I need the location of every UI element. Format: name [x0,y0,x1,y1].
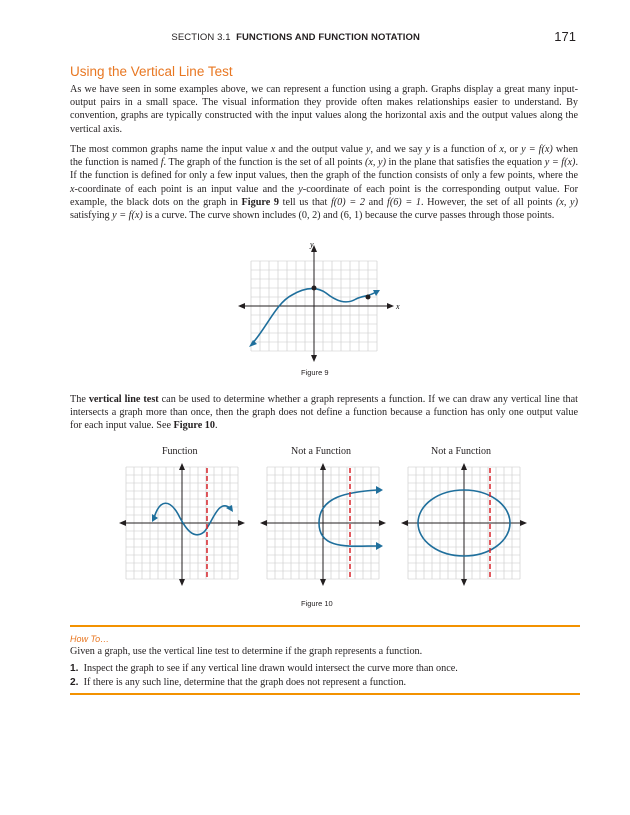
section-title: Using the Vertical Line Test [70,64,233,79]
graph-label-not-function-2: Not a Function [431,446,491,457]
y-axis-arrow-down [311,355,317,362]
howto-steps [70,662,580,689]
x-axis-arrow-right [238,520,245,526]
howto-intro: Given a graph, use the vertical line test to determine if the graph represents a function. [70,646,423,657]
curve-arrow-bottom [376,542,383,550]
figure10-graph-function [118,462,246,587]
point-0-2 [312,286,317,291]
howto-step: 2. If there is any such line, determine that the graph does not represent a function. [70,676,407,688]
point-6-1 [366,295,371,300]
howto-title: How To… [70,634,110,644]
term-vertical-line-test: vertical line test [88,394,159,405]
howto-step: 1. Inspect the graph to see if any vertical line drawn would intersect the curve more than once. [70,663,458,674]
y-axis-arrow-down [320,579,326,586]
howto-top-rule [70,625,580,627]
x-axis-arrow-right [520,520,527,526]
figure10-graph-not-function-circle [400,462,528,587]
y-axis-arrow-down [179,579,185,586]
figure9-caption: Figure 9 [301,368,329,377]
figure9-graph [236,240,400,366]
section-heading: SECTION 3.1 FUNCTIONS AND FUNCTION NOTATION [171,32,420,43]
paragraph-vertical-line-test: The vertical line test can be used to determine whether a graph represents a function. If we can draw any vertical line that intersects a graph more than once, then the graph does not define a function because a function has only one output value for each input value. See Figure 10. [70,394,578,432]
graph-label-not-function-1: Not a Function [291,446,351,457]
page-number: 171 [554,29,576,44]
paragraph-intro: As we have seen in some examples above, we can represent a function using a graph. Graphs display a great many input-output pairs in a small space. The visual information they provide often makes relationships easier to understand. By convention, graphs are typically constructed with the input values along the horizontal axis and the output values along the vertical axis. [70,84,578,135]
y-axis-arrow-up [179,463,185,470]
figure10-graph-not-function-parabola [259,462,387,587]
y-axis-arrow-down [461,579,467,586]
figure9-ref: Figure 9 [241,196,279,208]
howto-bottom-rule [70,693,580,695]
x-axis-arrow-right [379,520,386,526]
x-axis-arrow-left [119,520,126,526]
x-axis-arrow-left [401,520,408,526]
x-axis-arrow-left [260,520,267,526]
y-axis-label: y [310,240,314,249]
paragraph-graphs: The most common graphs name the input value x and the output value y, and we say y is a function of x, or y = f(x) when the function is named f. The graph of the function is the set of all points (x, y) in the plane that satisfies the equation y = f(x). If the function is defined for only a few input values, then the graph of the function consists of only a few points, where the x-coordinate of each point is an input value and the y-coordinate of each point is the corresponding output value. For example, the black dots on the graph in Figure 9 tell us that f(0) = 2 and f(6) = 1. However, the set of all points (x, y) satisfying y = f(x) is a curve. The curve shown includes (0, 2) and (6, 1) because the curve passes through those points. [70,144,578,222]
curve-arrow-top [376,486,383,494]
function-curve [154,503,230,535]
y-axis-arrow-up [461,463,467,470]
sideways-parabola [319,490,377,546]
x-axis-label: x [396,302,400,311]
x-axis-arrow-right [387,303,394,309]
x-axis-arrow-left [238,303,245,309]
howto-box [70,625,580,695]
figure10-caption: Figure 10 [301,599,333,608]
running-header [70,30,600,46]
y-axis-arrow-up [320,463,326,470]
graph-label-function: Function [162,446,198,457]
figure10-ref: Figure 10 [173,420,215,432]
curve-arrow-left [249,340,257,347]
